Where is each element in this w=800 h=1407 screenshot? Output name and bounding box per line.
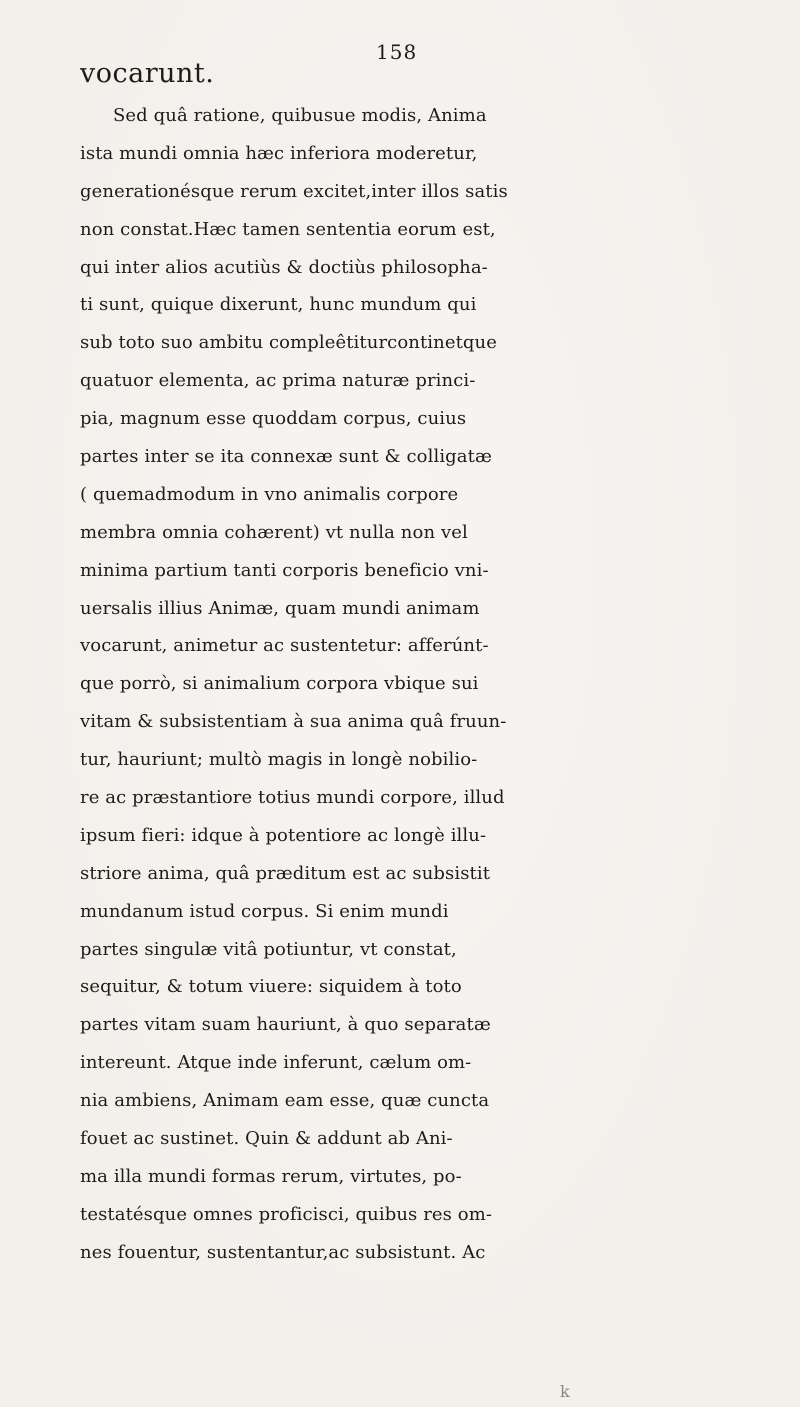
text-line: partes vitam suam hauriunt, à quo separatæ	[80, 1014, 491, 1036]
text-line: nes fouentur, sustentantur,ac subsistunt. Ac	[80, 1241, 486, 1263]
text-line: non constat.Hæc tamen sententia eorum est,	[80, 218, 496, 240]
text-line: ista mundi omnia hæc inferiora moderetur,	[80, 142, 478, 164]
text-line: mundanum istud corpus. Si enim mundi	[80, 900, 449, 922]
text-line: nia ambiens, Animam eam esse, quæ cuncta	[80, 1090, 490, 1112]
text-line: vocarunt, animetur ac sustentetur: afferúnt-	[80, 635, 489, 657]
text-line: partes inter se ita connexæ sunt & colligatæ	[80, 446, 492, 468]
text-line: qui inter alios acutiùs & doctiùs philosopha-	[80, 256, 488, 278]
text-line: sequitur, & totum viuere: siquidem à toto	[80, 976, 462, 998]
body-text	[80, 97, 800, 1272]
text-line: ( quemadmodum in vno animalis corpore	[80, 483, 459, 505]
text-line: generationésque rerum excitet,inter illos satis	[80, 180, 508, 202]
text-line: pia, magnum esse quoddam corpus, cuius	[80, 408, 467, 430]
text-line: partes singulæ vitâ potiuntur, vt constat,	[80, 938, 457, 960]
text-line: ti sunt, quique dixerunt, hunc mundum qui	[80, 294, 477, 316]
text-line: intereunt. Atque inde inferunt, cælum om-	[80, 1052, 472, 1074]
text-line: re ac præstantiore totius mundi corpore, illud	[80, 787, 505, 809]
catchline: vocarunt.	[80, 58, 215, 89]
text-line: tur, hauriunt; multò magis in longè nobilio-	[80, 749, 478, 771]
text-line: ma illa mundi formas rerum, virtutes, po-	[80, 1165, 462, 1187]
text-line: sub toto suo ambitu compleêtiturcontinetque	[80, 332, 497, 354]
text-line: que porrò, si animalium corpora vbique sui	[80, 673, 479, 695]
text-line: fouet ac sustinet. Quin & addunt ab Ani-	[80, 1128, 453, 1150]
text-line: testatésque omnes proficisci, quibus res om-	[80, 1203, 493, 1225]
text-line: striore anima, quâ præditum est ac subsistit	[80, 862, 491, 884]
text-line: minima partium tanti corporis beneficio vni-	[80, 559, 489, 581]
text-line: vitam & subsistentiam à sua anima quâ fruun-	[80, 711, 507, 733]
page-number: 158	[376, 40, 418, 64]
stray-mark: k	[560, 1382, 570, 1401]
text-line: Sed quâ ratione, quibusue modis, Anima	[113, 105, 487, 126]
text-line: uersalis illius Animæ, quam mundi animam	[80, 597, 480, 619]
text-line: ipsum fieri: idque à potentiore ac longè illu-	[80, 824, 487, 846]
text-line: quatuor elementa, ac prima naturæ princi-	[80, 370, 476, 392]
text-line: membra omnia cohærent) vt nulla non vel	[80, 521, 468, 543]
